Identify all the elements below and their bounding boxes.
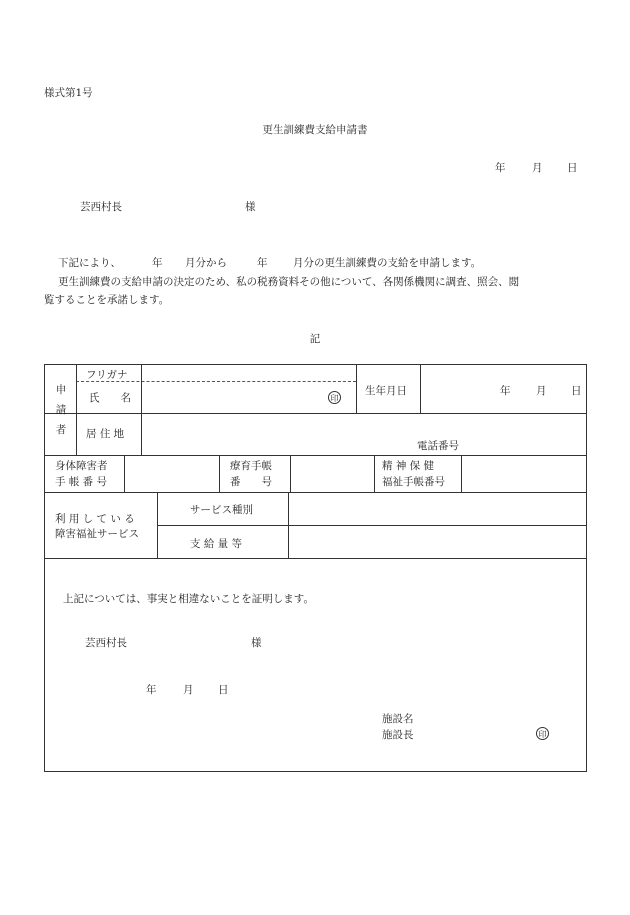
facility-head-label: 施設長 [382,729,414,741]
name-seal-icon: 印 [328,391,341,404]
col-line [356,365,357,413]
facility-name-label: 施設名 [382,713,414,725]
row-line [45,455,586,456]
col-line [157,492,158,558]
birthdate-label: 生年月日 [365,385,407,397]
row-line [45,558,586,559]
col-line [374,455,375,492]
body-part2: 年 [152,257,163,269]
mental-label-2: 福祉手帳番号 [382,476,445,488]
certification-honorific: 様 [251,637,262,649]
disability-book-label-2: 手 帳 番 号 [55,476,108,488]
col-line [290,455,291,492]
col-line [288,492,289,558]
certification-year: 年 [146,684,157,696]
date-year: 年 [495,162,506,174]
birth-day: 日 [571,385,582,397]
col-line [219,455,220,492]
col-line [461,455,462,492]
furigana-label: フリガナ [86,369,128,381]
mental-label-1: 精 神 保 健 [382,460,435,472]
consent-line2: 覧することを承諾します。 [44,294,170,306]
disability-book-label-1: 身体障害者 [55,460,108,472]
row-line [45,492,586,493]
applicant-label [54,380,68,440]
form-title: 更生訓練費支給申請書 [262,124,368,136]
col-line [420,365,421,413]
birth-year: 年 [500,385,511,397]
col-line [141,365,142,455]
address-label: 居 住 地 [86,428,125,440]
certification-mayor: 芸西村長 [85,637,127,649]
date-month: 月 [532,162,543,174]
service-amount-label: 支 給 量 等 [190,538,243,550]
addressee-honorific: 様 [245,201,256,213]
birth-month: 月 [536,385,547,397]
facility-seal-icon: 印 [536,727,549,740]
addressee-mayor: 芸西村長 [80,201,122,213]
certification-month: 月 [183,684,194,696]
service-type-label: サービス種別 [190,504,253,516]
ryoiku-label-2: 番 号 [230,476,272,488]
service-using-label-1: 利 用 し て い る [55,513,135,525]
application-table [44,364,587,772]
service-using-label-2: 障害福祉サービス [55,528,139,540]
row-line [45,413,586,414]
body-part3: 月分から [185,257,227,269]
ryoiku-label-1: 療育手帳 [230,460,272,472]
consent-line1: 更生訓練費の支給申請の決定のため、私の税務資料その他について、各関係機関に調査、照会、閲 [58,276,520,288]
form-number: 様式第1号 [44,87,93,99]
row-line [157,525,586,526]
date-day: 日 [567,162,578,174]
certification-statement: 上記については、事実と相違ないことを証明します。 [63,593,314,605]
body-part1: 下記により、 [58,257,121,269]
name-label: 氏 名 [89,392,131,404]
applicant-label-char: 者 [55,424,67,436]
ki-heading: 記 [309,333,321,345]
body-part5: 月分の更生訓練費の支給を申請します。 [293,257,482,269]
col-line [76,365,77,455]
body-part4: 年 [257,257,268,269]
phone-label: 電話番号 [417,440,459,452]
certification-day: 日 [218,684,229,696]
applicant-label-char: 請 [55,404,67,416]
col-line [124,455,125,492]
applicant-label-char: 申 [55,384,67,396]
